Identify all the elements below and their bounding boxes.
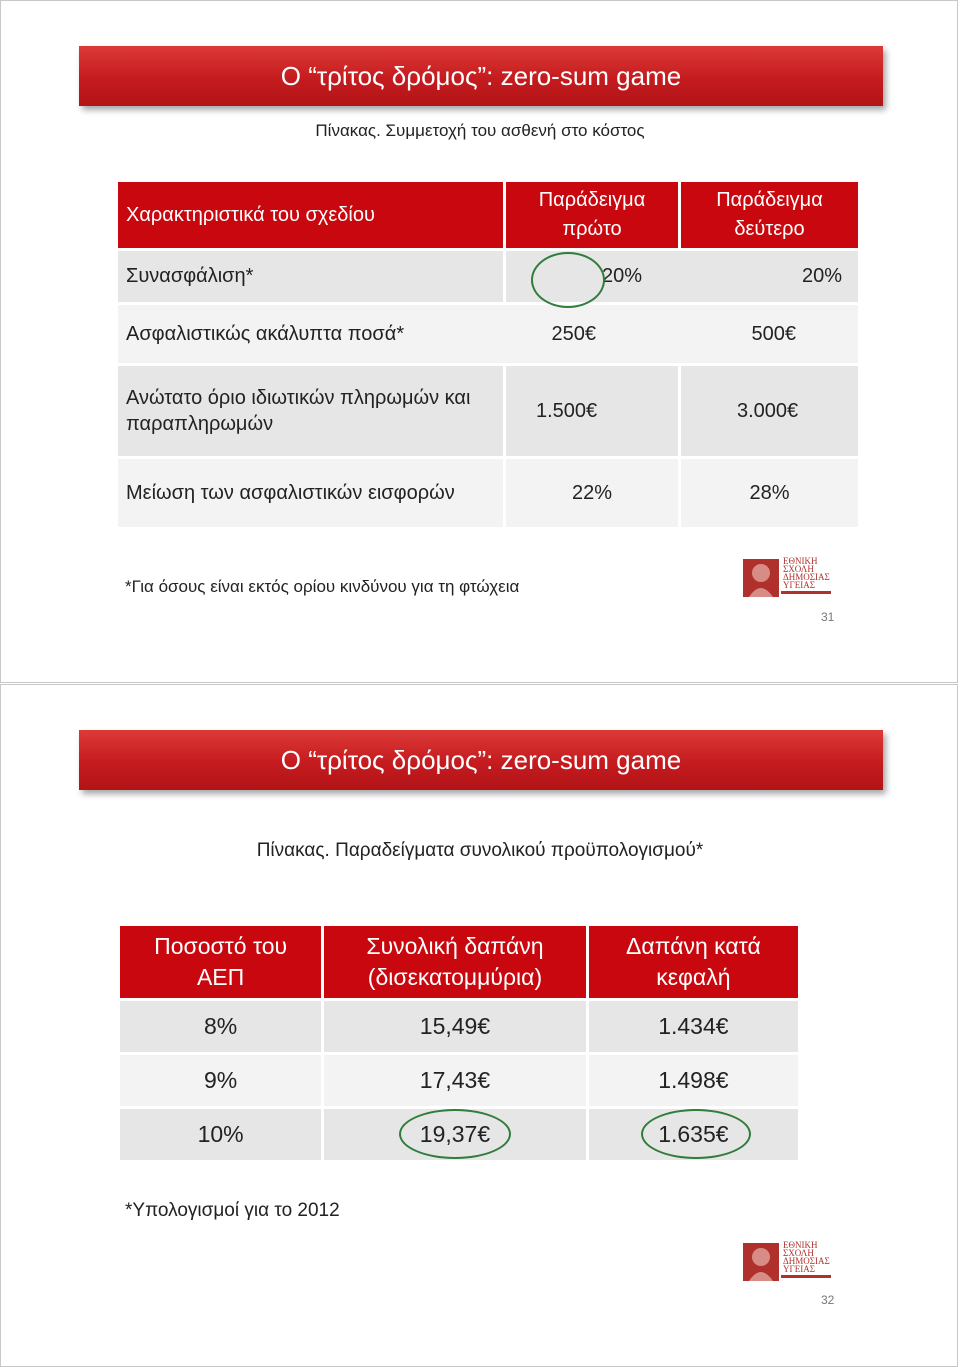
table-caption: Πίνακας. Συμμετοχή του ασθενή στο κόστος bbox=[315, 121, 645, 140]
logo-text-line: ΥΓΕΙΑΣ bbox=[783, 580, 815, 590]
slide-title: Ο “τρίτος δρόμος”: zero-sum game bbox=[79, 46, 883, 106]
cell-total-expenditure: 17,43€ bbox=[324, 1055, 586, 1106]
header-plan-characteristics: Χαρακτηριστικά του σχεδίου bbox=[118, 182, 503, 248]
logo-text-line: ΣΧΟΛΗ bbox=[783, 1248, 814, 1258]
table-row bbox=[120, 1055, 798, 1106]
table-caption: Πίνακας. Παραδείγματα συνολικού προϋπολογισμού* bbox=[256, 840, 704, 861]
row-label: Ανώτατο όριο ιδιωτικών πληρωμών και παραπληρωμών bbox=[118, 366, 503, 456]
header-gdp-percent: Ποσοστό του ΑΕΠ bbox=[120, 926, 321, 998]
slide-31 bbox=[0, 0, 958, 683]
school-logo bbox=[743, 1241, 831, 1283]
page-number: 31 bbox=[821, 610, 835, 624]
slide-32 bbox=[0, 684, 958, 1367]
value-example-two: 3.000€ bbox=[681, 366, 858, 456]
row-label: Συνασφάλιση* bbox=[118, 251, 503, 302]
table-row bbox=[118, 251, 858, 302]
table-row bbox=[120, 1001, 798, 1052]
header-per-capita: Δαπάνη κατά κεφαλή bbox=[589, 926, 798, 998]
cell-total-expenditure: 19,37€ bbox=[324, 1109, 586, 1160]
table-header-row bbox=[118, 182, 858, 248]
cell-per-capita: 1.498€ bbox=[589, 1055, 798, 1106]
footnote: *Για όσους είναι εκτός ορίου κινδύνου για τη φτώχεια bbox=[125, 577, 520, 596]
header-total-expenditure: Συνολική δαπάνη (δισεκατομμύρια) bbox=[324, 926, 586, 998]
value-example-two: 20% bbox=[801, 265, 842, 287]
header-example-two: Παράδειγμα δεύτερο bbox=[681, 182, 858, 248]
logo-text-line: ΣΧΟΛΗ bbox=[783, 564, 814, 574]
row-merged bbox=[118, 305, 858, 363]
cell-per-capita: 1.635€ bbox=[589, 1109, 798, 1160]
row-label: Μείωση των ασφαλιστικών εισφορών bbox=[118, 459, 503, 527]
value-example-two: 28% bbox=[681, 459, 858, 527]
page-number: 32 bbox=[821, 1293, 835, 1307]
row-label: Ασφαλιστικώς ακάλυπτα ποσά* bbox=[126, 322, 405, 345]
logo-text-line: ΕΘΝΙΚΗ bbox=[783, 1240, 818, 1250]
footnote: *Υπολογισμοί για το 2012 bbox=[125, 1200, 340, 1221]
highlight-circle bbox=[641, 1109, 751, 1159]
value-example-two: 500€ bbox=[751, 322, 796, 345]
value-example-one: 22% bbox=[506, 459, 678, 527]
slide-title: Ο “τρίτος δρόμος”: zero-sum game bbox=[79, 730, 883, 790]
table-row bbox=[118, 366, 858, 456]
highlight-circle bbox=[531, 252, 605, 308]
cell-gdp-percent: 10% bbox=[120, 1109, 321, 1160]
cell-per-capita: 1.434€ bbox=[589, 1001, 798, 1052]
cell-gdp-percent: 8% bbox=[120, 1001, 321, 1052]
header-example-one: Παράδειγμα πρώτο bbox=[506, 182, 678, 248]
highlight-circle bbox=[399, 1109, 511, 1159]
value-example-one: 1.500€ bbox=[506, 366, 678, 456]
logo-text-line: ΔΗΜΟΣΙΑΣ bbox=[783, 1256, 830, 1266]
cell-gdp-percent: 9% bbox=[120, 1055, 321, 1106]
value-example-one: 20% bbox=[601, 265, 642, 287]
school-logo bbox=[743, 557, 831, 599]
logo-text-line: ΔΗΜΟΣΙΑΣ bbox=[783, 572, 830, 582]
value-example-one: 250€ bbox=[551, 322, 596, 345]
cell-total-expenditure: 15,49€ bbox=[324, 1001, 586, 1052]
table-row bbox=[118, 305, 858, 363]
logo-text-line: ΕΘΝΙΚΗ bbox=[783, 556, 818, 566]
cost-sharing-table bbox=[115, 179, 861, 530]
table-row bbox=[118, 459, 858, 527]
logo-text-line: ΥΓΕΙΑΣ bbox=[783, 1264, 815, 1274]
table-header-row bbox=[120, 926, 798, 998]
